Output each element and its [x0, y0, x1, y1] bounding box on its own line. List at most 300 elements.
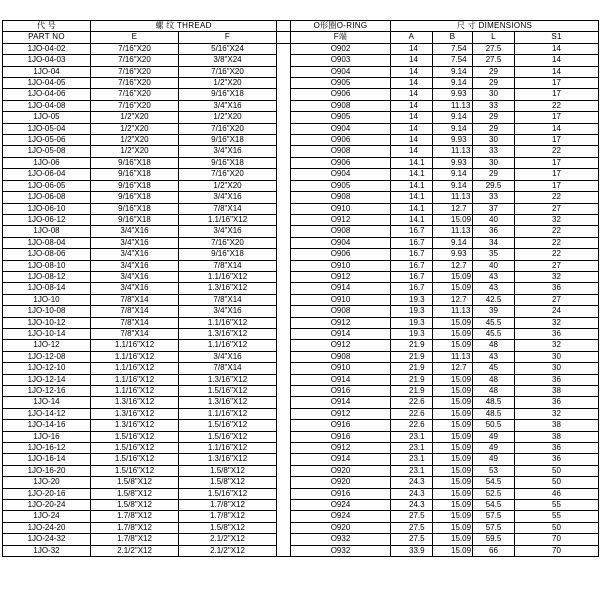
oring-cell: O914	[291, 328, 391, 339]
dim-l-cell: 27.5	[473, 43, 515, 54]
table-row	[3, 180, 599, 191]
dim-b-cell: 7.54	[433, 43, 473, 54]
part-no-cell: 1JO-08-10	[3, 260, 91, 271]
dim-b-cell: 15.09	[433, 443, 473, 454]
oring-cell: O932	[291, 534, 391, 545]
column-gap	[277, 454, 291, 465]
dim-b-cell: 11.13	[433, 146, 473, 157]
dim-s1-cell: 27	[515, 260, 599, 271]
column-gap	[277, 237, 291, 248]
part-no-cell: 1JO-04-06	[3, 89, 91, 100]
dim-a-cell: 14.1	[391, 169, 433, 180]
oring-cell: O916	[291, 431, 391, 442]
column-gap	[277, 545, 291, 556]
table-row	[3, 169, 599, 180]
column-gap	[277, 397, 291, 408]
dim-s1-cell: 32	[515, 271, 599, 282]
dim-a-cell: 14	[391, 78, 433, 89]
dim-b-cell: 15.09	[433, 271, 473, 282]
table-row	[3, 351, 599, 362]
header-f: F	[179, 32, 277, 43]
thread-f-cell: 1.5/16"X12	[179, 431, 277, 442]
column-gap	[277, 465, 291, 476]
dim-b-cell: 9.14	[433, 78, 473, 89]
dim-a-cell: 14	[391, 135, 433, 146]
dim-l-cell: 48	[473, 374, 515, 385]
header-row-top	[3, 21, 599, 32]
column-gap	[277, 55, 291, 66]
thread-e-cell: 1.7/8"X12	[91, 534, 179, 545]
dim-a-cell: 14	[391, 112, 433, 123]
table-row	[3, 66, 599, 77]
thread-e-cell: 2.1/2"X12	[91, 545, 179, 556]
oring-cell: O904	[291, 123, 391, 134]
dim-l-cell: 29	[473, 123, 515, 134]
dim-b-cell: 15.09	[433, 386, 473, 397]
dim-b-cell: 9.93	[433, 157, 473, 168]
dim-b-cell: 9.93	[433, 89, 473, 100]
oring-cell: O904	[291, 237, 391, 248]
column-gap	[277, 488, 291, 499]
dim-s1-cell: 24	[515, 306, 599, 317]
table-row	[3, 477, 599, 488]
part-no-cell: 1JO-14-16	[3, 420, 91, 431]
header-b: B	[433, 32, 473, 43]
thread-e-cell: 3/4"X16	[91, 260, 179, 271]
column-gap	[277, 180, 291, 191]
dim-l-cell: 30	[473, 135, 515, 146]
thread-f-cell: 1.5/16"X12	[179, 386, 277, 397]
part-no-cell: 1JO-08-12	[3, 271, 91, 282]
thread-f-cell: 1.5/8"X12	[179, 465, 277, 476]
part-no-cell: 1JO-12-16	[3, 386, 91, 397]
thread-e-cell: 7/8"X14	[91, 294, 179, 305]
table-row	[3, 465, 599, 476]
dim-s1-cell: 38	[515, 420, 599, 431]
thread-e-cell: 7/8"X14	[91, 306, 179, 317]
column-gap	[277, 214, 291, 225]
header-a: A	[391, 32, 433, 43]
dim-l-cell: 45.5	[473, 328, 515, 339]
dim-s1-cell: 22	[515, 237, 599, 248]
table-row	[3, 135, 599, 146]
thread-e-cell: 1.5/8"X12	[91, 500, 179, 511]
dim-a-cell: 16.7	[391, 226, 433, 237]
oring-cell: O920	[291, 522, 391, 533]
part-no-cell: 1JO-12	[3, 340, 91, 351]
oring-cell: O908	[291, 192, 391, 203]
column-gap	[277, 511, 291, 522]
thread-e-cell: 1/2"X20	[91, 112, 179, 123]
column-gap	[277, 66, 291, 77]
dim-l-cell: 35	[473, 249, 515, 260]
part-no-cell: 1JO-12-08	[3, 351, 91, 362]
thread-e-cell: 1.5/8"X12	[91, 477, 179, 488]
dim-a-cell: 14.1	[391, 180, 433, 191]
dim-s1-cell: 14	[515, 123, 599, 134]
part-no-cell: 1JO-08	[3, 226, 91, 237]
oring-cell: O916	[291, 386, 391, 397]
table-row	[3, 545, 599, 556]
dim-b-cell: 15.09	[433, 340, 473, 351]
thread-f-cell: 9/16"X18	[179, 249, 277, 260]
dim-s1-cell: 50	[515, 477, 599, 488]
column-gap	[277, 386, 291, 397]
oring-cell: O903	[291, 55, 391, 66]
oring-cell: O920	[291, 465, 391, 476]
dim-b-cell: 15.09	[433, 488, 473, 499]
thread-e-cell: 1.5/8"X12	[91, 488, 179, 499]
table-row	[3, 488, 599, 499]
dim-s1-cell: 36	[515, 454, 599, 465]
table-row	[3, 237, 599, 248]
thread-e-cell: 7/16"X20	[91, 43, 179, 54]
header-l: L	[473, 32, 515, 43]
thread-e-cell: 7/8"X14	[91, 317, 179, 328]
dim-s1-cell: 70	[515, 534, 599, 545]
dim-l-cell: 37	[473, 203, 515, 214]
column-gap	[277, 283, 291, 294]
table-row	[3, 203, 599, 214]
dim-a-cell: 16.7	[391, 283, 433, 294]
oring-cell: O920	[291, 477, 391, 488]
dim-b-cell: 9.93	[433, 135, 473, 146]
dim-a-cell: 21.9	[391, 363, 433, 374]
thread-e-cell: 1.7/8"X12	[91, 511, 179, 522]
dim-s1-cell: 22	[515, 226, 599, 237]
header-gap	[277, 21, 291, 32]
dim-a-cell: 14	[391, 123, 433, 134]
thread-f-cell: 1.1/16"X12	[179, 317, 277, 328]
part-no-cell: 1JO-05-04	[3, 123, 91, 134]
thread-f-cell: 1.3/16"X12	[179, 283, 277, 294]
column-gap	[277, 340, 291, 351]
thread-e-cell: 3/4"X16	[91, 237, 179, 248]
thread-f-cell: 9/16"X18	[179, 157, 277, 168]
dim-b-cell: 11.13	[433, 306, 473, 317]
part-no-cell: 1JO-12-14	[3, 374, 91, 385]
part-no-cell: 1JO-08-14	[3, 283, 91, 294]
dim-l-cell: 57.5	[473, 522, 515, 533]
table-row	[3, 328, 599, 339]
dim-a-cell: 16.7	[391, 260, 433, 271]
oring-cell: O904	[291, 169, 391, 180]
dim-s1-cell: 22	[515, 100, 599, 111]
part-no-cell: 1JO-05-06	[3, 135, 91, 146]
thread-f-cell: 1.1/16"X12	[179, 214, 277, 225]
oring-cell: O916	[291, 420, 391, 431]
dim-l-cell: 54.5	[473, 500, 515, 511]
part-no-cell: 1JO-05	[3, 112, 91, 123]
dim-s1-cell: 38	[515, 386, 599, 397]
table-row	[3, 317, 599, 328]
dim-a-cell: 14.1	[391, 192, 433, 203]
table-row	[3, 534, 599, 545]
table-row	[3, 55, 599, 66]
dim-s1-cell: 30	[515, 363, 599, 374]
column-gap	[277, 408, 291, 419]
thread-e-cell: 3/4"X16	[91, 283, 179, 294]
dim-b-cell: 15.09	[433, 317, 473, 328]
table-row	[3, 522, 599, 533]
oring-cell: O916	[291, 488, 391, 499]
dim-l-cell: 57.5	[473, 511, 515, 522]
thread-f-cell: 9/16"X18	[179, 135, 277, 146]
part-no-cell: 1JO-06	[3, 157, 91, 168]
column-gap	[277, 522, 291, 533]
dim-a-cell: 21.9	[391, 374, 433, 385]
part-no-cell: 1JO-04-03	[3, 55, 91, 66]
column-gap	[277, 100, 291, 111]
table-row	[3, 340, 599, 351]
part-no-cell: 1JO-16-20	[3, 465, 91, 476]
dim-a-cell: 14	[391, 43, 433, 54]
dim-b-cell: 11.13	[433, 351, 473, 362]
dim-s1-cell: 14	[515, 66, 599, 77]
column-gap	[277, 89, 291, 100]
dim-a-cell: 23.1	[391, 465, 433, 476]
dim-s1-cell: 55	[515, 511, 599, 522]
dim-s1-cell: 36	[515, 443, 599, 454]
oring-cell: O914	[291, 283, 391, 294]
column-gap	[277, 534, 291, 545]
oring-cell: O908	[291, 100, 391, 111]
column-gap	[277, 317, 291, 328]
thread-f-cell: 1.1/16"X12	[179, 340, 277, 351]
part-no-cell: 1JO-06-10	[3, 203, 91, 214]
dim-l-cell: 66	[473, 545, 515, 556]
dim-a-cell: 21.9	[391, 386, 433, 397]
dim-l-cell: 34	[473, 237, 515, 248]
thread-f-cell: 7/8"X14	[179, 363, 277, 374]
table-row	[3, 43, 599, 54]
dim-a-cell: 14.1	[391, 203, 433, 214]
table-row	[3, 420, 599, 431]
dim-a-cell: 16.7	[391, 271, 433, 282]
dim-l-cell: 29.5	[473, 180, 515, 191]
thread-f-cell: 1.1/16"X12	[179, 408, 277, 419]
table-row	[3, 374, 599, 385]
dim-l-cell: 43	[473, 271, 515, 282]
dim-s1-cell: 17	[515, 78, 599, 89]
dim-l-cell: 29	[473, 112, 515, 123]
oring-cell: O912	[291, 271, 391, 282]
thread-f-cell: 7/8"X14	[179, 294, 277, 305]
thread-f-cell: 1.5/16"X12	[179, 488, 277, 499]
dim-s1-cell: 17	[515, 157, 599, 168]
part-no-cell: 1JO-06-08	[3, 192, 91, 203]
thread-e-cell: 1.5/16"X12	[91, 454, 179, 465]
dim-a-cell: 19.3	[391, 294, 433, 305]
table-row	[3, 386, 599, 397]
dim-s1-cell: 50	[515, 465, 599, 476]
part-no-cell: 1JO-16-14	[3, 454, 91, 465]
column-gap	[277, 374, 291, 385]
thread-f-cell: 7/16"X20	[179, 169, 277, 180]
table-row	[3, 408, 599, 419]
dim-b-cell: 15.09	[433, 465, 473, 476]
dim-a-cell: 27.5	[391, 522, 433, 533]
oring-cell: O905	[291, 112, 391, 123]
oring-cell: O924	[291, 500, 391, 511]
thread-f-cell: 1.5/8"X12	[179, 522, 277, 533]
oring-cell: O914	[291, 397, 391, 408]
dim-a-cell: 19.3	[391, 328, 433, 339]
part-no-cell: 1JO-06-05	[3, 180, 91, 191]
dim-b-cell: 9.14	[433, 180, 473, 191]
dim-a-cell: 22.6	[391, 420, 433, 431]
dim-s1-cell: 30	[515, 351, 599, 362]
thread-f-cell: 3/4"X16	[179, 146, 277, 157]
dim-l-cell: 59.5	[473, 534, 515, 545]
column-gap	[277, 78, 291, 89]
header-f-end: F端	[291, 32, 391, 43]
thread-e-cell: 1.1/16"X12	[91, 340, 179, 351]
dim-l-cell: 49	[473, 431, 515, 442]
dim-b-cell: 15.09	[433, 214, 473, 225]
thread-e-cell: 1.7/8"X12	[91, 522, 179, 533]
part-no-cell: 1JO-04-08	[3, 100, 91, 111]
column-gap	[277, 443, 291, 454]
thread-e-cell: 9/16"X18	[91, 192, 179, 203]
thread-f-cell: 1.7/8"X12	[179, 500, 277, 511]
thread-e-cell: 1.3/16"X12	[91, 408, 179, 419]
part-no-cell: 1JO-08-06	[3, 249, 91, 260]
dim-l-cell: 54.5	[473, 477, 515, 488]
oring-cell: O906	[291, 249, 391, 260]
column-gap	[277, 477, 291, 488]
thread-f-cell: 3/4"X16	[179, 351, 277, 362]
table-row	[3, 157, 599, 168]
header-e: E	[91, 32, 179, 43]
column-gap	[277, 157, 291, 168]
dim-s1-cell: 36	[515, 374, 599, 385]
dim-a-cell: 19.3	[391, 306, 433, 317]
dim-l-cell: 48	[473, 340, 515, 351]
table-row	[3, 454, 599, 465]
part-no-cell: 1JO-04-05	[3, 78, 91, 89]
dim-s1-cell: 17	[515, 180, 599, 191]
dim-l-cell: 29	[473, 78, 515, 89]
part-no-cell: 1JO-04-02	[3, 43, 91, 54]
dim-a-cell: 14	[391, 55, 433, 66]
part-no-cell: 1JO-04	[3, 66, 91, 77]
thread-f-cell: 3/4"X16	[179, 192, 277, 203]
table-row	[3, 78, 599, 89]
part-no-cell: 1JO-14-12	[3, 408, 91, 419]
dim-a-cell: 19.3	[391, 317, 433, 328]
dim-b-cell: 15.09	[433, 408, 473, 419]
dim-s1-cell: 32	[515, 408, 599, 419]
column-gap	[277, 203, 291, 214]
dim-l-cell: 48.5	[473, 397, 515, 408]
oring-cell: O910	[291, 363, 391, 374]
dim-b-cell: 15.09	[433, 500, 473, 511]
dim-l-cell: 49	[473, 443, 515, 454]
part-no-cell: 1JO-20-24	[3, 500, 91, 511]
dim-a-cell: 27.5	[391, 511, 433, 522]
dim-s1-cell: 22	[515, 146, 599, 157]
table-row	[3, 123, 599, 134]
column-gap	[277, 351, 291, 362]
thread-f-cell: 7/16"X20	[179, 66, 277, 77]
dim-l-cell: 42.5	[473, 294, 515, 305]
header-code-cn: 代 号	[3, 21, 91, 32]
dim-a-cell: 14	[391, 66, 433, 77]
part-no-cell: 1JO-24-20	[3, 522, 91, 533]
dim-b-cell: 11.13	[433, 226, 473, 237]
dim-a-cell: 14	[391, 100, 433, 111]
thread-f-cell: 1.5/8"X12	[179, 477, 277, 488]
dim-l-cell: 49	[473, 454, 515, 465]
table-row	[3, 294, 599, 305]
column-gap	[277, 294, 291, 305]
dim-s1-cell: 27	[515, 294, 599, 305]
thread-f-cell: 1/2"X20	[179, 180, 277, 191]
dim-s1-cell: 32	[515, 214, 599, 225]
header-row-bottom	[3, 32, 599, 43]
thread-f-cell: 1.7/8"X12	[179, 511, 277, 522]
column-gap	[277, 328, 291, 339]
column-gap	[277, 192, 291, 203]
thread-e-cell: 7/16"X20	[91, 55, 179, 66]
thread-f-cell: 1.3/16"X12	[179, 374, 277, 385]
dim-l-cell: 43	[473, 283, 515, 294]
thread-f-cell: 1.5/16"X12	[179, 420, 277, 431]
table-row	[3, 363, 599, 374]
thread-f-cell: 1/2"X20	[179, 78, 277, 89]
thread-e-cell: 9/16"X18	[91, 169, 179, 180]
dim-l-cell: 33	[473, 146, 515, 157]
dim-b-cell: 9.93	[433, 249, 473, 260]
oring-cell: O905	[291, 78, 391, 89]
dim-s1-cell: 17	[515, 112, 599, 123]
column-gap	[277, 135, 291, 146]
thread-e-cell: 1.5/16"X12	[91, 443, 179, 454]
dim-b-cell: 12.7	[433, 260, 473, 271]
thread-f-cell: 1.1/16"X12	[179, 271, 277, 282]
dim-s1-cell: 27	[515, 203, 599, 214]
thread-e-cell: 9/16"X18	[91, 157, 179, 168]
dim-s1-cell: 14	[515, 55, 599, 66]
oring-cell: O910	[291, 294, 391, 305]
thread-f-cell: 3/4"X16	[179, 226, 277, 237]
thread-e-cell: 1.1/16"X12	[91, 374, 179, 385]
dim-b-cell: 9.14	[433, 123, 473, 134]
dim-b-cell: 15.09	[433, 454, 473, 465]
column-gap	[277, 420, 291, 431]
dim-s1-cell: 50	[515, 522, 599, 533]
thread-f-cell: 5/16"X24	[179, 43, 277, 54]
thread-e-cell: 1/2"X20	[91, 146, 179, 157]
dim-l-cell: 50.5	[473, 420, 515, 431]
column-gap	[277, 146, 291, 157]
oring-cell: O912	[291, 317, 391, 328]
oring-cell: O908	[291, 351, 391, 362]
column-gap	[277, 500, 291, 511]
dim-a-cell: 21.9	[391, 340, 433, 351]
dim-l-cell: 30	[473, 89, 515, 100]
dim-a-cell: 27.5	[391, 534, 433, 545]
dim-b-cell: 15.09	[433, 328, 473, 339]
oring-cell: O924	[291, 511, 391, 522]
thread-f-cell: 1.1/16"X12	[179, 443, 277, 454]
dim-a-cell: 16.7	[391, 237, 433, 248]
thread-e-cell: 7/16"X20	[91, 66, 179, 77]
oring-cell: O932	[291, 545, 391, 556]
dim-a-cell: 23.1	[391, 454, 433, 465]
dim-a-cell: 14.1	[391, 157, 433, 168]
